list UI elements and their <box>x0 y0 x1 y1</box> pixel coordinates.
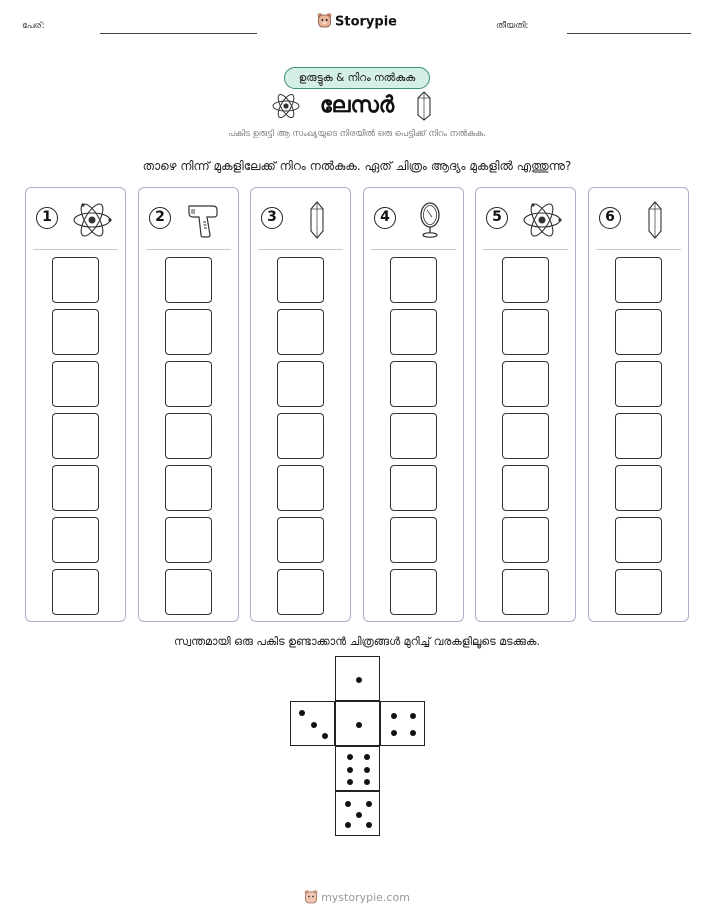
color-box[interactable] <box>52 517 99 563</box>
color-box[interactable] <box>390 465 437 511</box>
dice-face-top <box>335 656 380 701</box>
color-box[interactable] <box>165 361 212 407</box>
brand-name: Storypie <box>335 14 397 30</box>
question: താഴെ നിന്ന് മുകളിലേക്ക് നിറം നൽകുക. ഏത് ചിത്രം ആദ്യം മുകളിൽ എത്തുന്നു? <box>142 159 572 173</box>
pip-dot <box>347 754 353 760</box>
dice-face-center <box>335 701 380 746</box>
color-box[interactable] <box>277 361 324 407</box>
color-box[interactable] <box>52 465 99 511</box>
pip-dot <box>345 801 351 807</box>
subtitle: പകിട ഉരുട്ടി ആ സംഖ്യയുടെ നിരയിൽ ഒരു പെട്ടിക്ക് നിറം നൽകുക. <box>228 129 486 139</box>
pip-dot <box>345 822 351 828</box>
atom-icon <box>520 200 564 244</box>
color-box[interactable] <box>502 257 549 303</box>
dice-face-right <box>380 701 425 746</box>
atom-icon <box>70 200 114 244</box>
pip-dot <box>356 677 362 683</box>
crystal-icon <box>633 200 677 244</box>
column-6 <box>588 187 689 622</box>
footer <box>0 889 714 907</box>
color-box[interactable] <box>390 569 437 615</box>
pip-dot <box>299 710 305 716</box>
column-divider <box>596 249 681 250</box>
pip-dot <box>366 801 372 807</box>
column-divider <box>371 249 456 250</box>
pip-dot <box>322 733 328 739</box>
pip-dot <box>356 812 362 818</box>
column-number: 4 <box>374 207 396 229</box>
pip-dot <box>410 713 416 719</box>
column-5 <box>475 187 576 622</box>
color-box[interactable] <box>615 465 662 511</box>
pip-dot <box>364 754 370 760</box>
color-box[interactable] <box>165 413 212 459</box>
color-box[interactable] <box>615 257 662 303</box>
pip-dot <box>410 730 416 736</box>
name-line[interactable] <box>100 33 257 34</box>
color-box[interactable] <box>615 413 662 459</box>
color-box[interactable] <box>390 413 437 459</box>
name-label: പേര്: <box>22 21 45 31</box>
dice-face-bottom <box>335 791 380 836</box>
crystal-icon <box>416 91 432 125</box>
color-box[interactable] <box>165 517 212 563</box>
color-box[interactable] <box>277 465 324 511</box>
footer-url[interactable]: mystorypie.com <box>321 891 410 904</box>
column-2 <box>138 187 239 622</box>
color-box[interactable] <box>615 309 662 355</box>
color-box[interactable] <box>390 257 437 303</box>
color-box[interactable] <box>502 569 549 615</box>
column-number: 5 <box>486 207 508 229</box>
column-divider <box>146 249 231 250</box>
crystal-icon <box>295 200 339 244</box>
color-box[interactable] <box>615 361 662 407</box>
color-box[interactable] <box>277 517 324 563</box>
color-box[interactable] <box>52 257 99 303</box>
mascot-icon <box>317 12 332 32</box>
color-box[interactable] <box>277 569 324 615</box>
pip-dot <box>364 767 370 773</box>
date-label: തീയതി: <box>496 21 529 31</box>
column-number: 3 <box>261 207 283 229</box>
column-divider <box>33 249 118 250</box>
color-box[interactable] <box>52 309 99 355</box>
color-box[interactable] <box>165 465 212 511</box>
pip-dot <box>311 722 317 728</box>
color-box[interactable] <box>52 361 99 407</box>
pip-dot <box>347 779 353 785</box>
color-box[interactable] <box>502 413 549 459</box>
dice-instruction: സ്വന്തമായി ഒരു പകിട ഉണ്ടാക്കാൻ ചിത്രങ്ങൾ മുറിച്ച് വരകളിലൂടെ മടക്കുക. <box>174 635 540 648</box>
column-number: 1 <box>36 207 58 229</box>
color-box[interactable] <box>277 413 324 459</box>
column-4 <box>363 187 464 622</box>
color-box[interactable] <box>615 517 662 563</box>
color-box[interactable] <box>502 465 549 511</box>
column-divider <box>483 249 568 250</box>
date-line[interactable] <box>567 33 691 34</box>
dice-face-lower <box>335 746 380 791</box>
pip-dot <box>364 779 370 785</box>
color-box[interactable] <box>390 309 437 355</box>
color-box[interactable] <box>52 569 99 615</box>
pip-dot <box>356 722 362 728</box>
page-title: ലേസർ <box>319 93 395 118</box>
color-box[interactable] <box>277 309 324 355</box>
activity-badge: ഉരുട്ടുക & നിറം നൽകുക <box>284 67 430 89</box>
pip-dot <box>347 767 353 773</box>
color-box[interactable] <box>52 413 99 459</box>
color-box[interactable] <box>165 257 212 303</box>
color-box[interactable] <box>390 517 437 563</box>
color-box[interactable] <box>165 569 212 615</box>
column-number: 6 <box>599 207 621 229</box>
brand-logo <box>0 12 714 32</box>
pip-dot <box>391 713 397 719</box>
column-3 <box>250 187 351 622</box>
dice-face-left <box>290 701 335 746</box>
color-box[interactable] <box>502 361 549 407</box>
column-number: 2 <box>149 207 171 229</box>
pip-dot <box>391 730 397 736</box>
color-box[interactable] <box>277 257 324 303</box>
mirror-icon <box>408 200 452 244</box>
color-box[interactable] <box>165 309 212 355</box>
color-box[interactable] <box>390 361 437 407</box>
footer-mascot-icon <box>304 889 318 907</box>
barcode-scanner-icon <box>183 200 227 244</box>
color-box[interactable] <box>502 309 549 355</box>
column-divider <box>258 249 343 250</box>
pip-dot <box>366 822 372 828</box>
color-box[interactable] <box>615 569 662 615</box>
color-box[interactable] <box>502 517 549 563</box>
column-1 <box>25 187 126 622</box>
